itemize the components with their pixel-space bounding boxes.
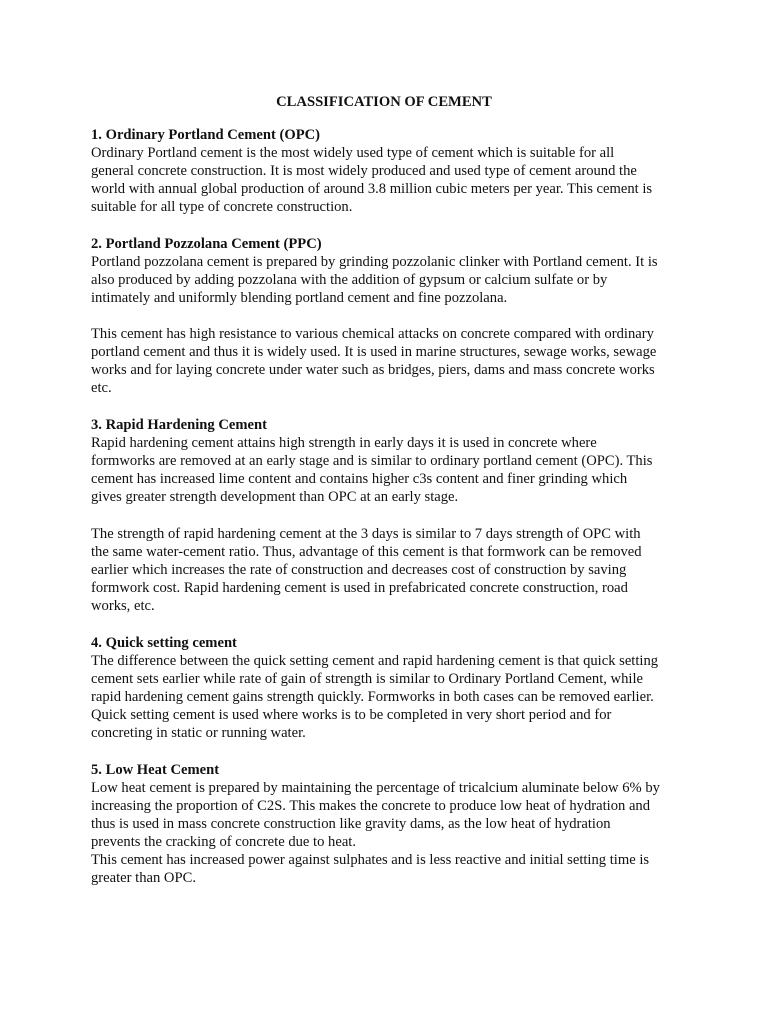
section-1-line: Ordinary Portland cement is the most widely used type of cement which is suitable for all xyxy=(91,145,615,161)
section-2-line: also produced by adding pozzolana with the addition of gypsum or calcium sulfate or by xyxy=(91,272,608,288)
section-3-line: cement has increased lime content and contains higher c3s content and finer grinding which xyxy=(91,471,628,487)
document-title: CLASSIFICATION OF CEMENT xyxy=(276,94,492,110)
section-3-line: formworks are removed at an early stage and is similar to ordinary portland cement (OPC). This xyxy=(91,453,653,469)
section-3-line: works, etc. xyxy=(91,598,155,614)
section-1-line: world with annual global production of around 3.8 million cubic meters per year. This cement is xyxy=(91,181,653,197)
section-3-line: gives greater strength development than OPC at an early stage. xyxy=(91,489,459,505)
section-5-line: Low heat cement is prepared by maintaining the percentage of tricalcium aluminate below 6% by xyxy=(91,780,660,796)
section-5-line: thus is used in mass concrete construction like gravity dams, as the low heat of hydration xyxy=(91,816,611,832)
section-3-line: the same water-cement ratio. Thus, advantage of this cement is that formwork can be removed xyxy=(91,544,642,560)
section-2-line: Portland pozzolana cement is prepared by grinding pozzolanic clinker with Portland cement. It is xyxy=(91,254,658,270)
section-2-line: intimately and uniformly blending portland cement and fine pozzolana. xyxy=(91,290,508,306)
section-2-line: etc. xyxy=(91,380,112,396)
section-5-line: prevents the cracking of concrete due to heat. xyxy=(91,834,356,850)
section-4-line: rapid hardening cement gains strength quickly. Formworks in both cases can be removed earlier. xyxy=(91,689,654,705)
section-1-heading: 1. Ordinary Portland Cement (OPC) xyxy=(91,127,321,143)
section-3-line: The strength of rapid hardening cement at the 3 days is similar to 7 days strength of OPC with xyxy=(91,526,641,542)
section-4-line: concreting in static or running water. xyxy=(91,725,306,741)
section-4-line: The difference between the quick setting cement and rapid hardening cement is that quick setting xyxy=(91,653,659,669)
section-5-heading: 5. Low Heat Cement xyxy=(91,762,220,778)
section-2-line: This cement has high resistance to various chemical attacks on concrete compared with ordinary xyxy=(91,326,654,342)
section-4-line: Quick setting cement is used where works is to be completed in very short period and for xyxy=(91,707,612,723)
section-2-line: works and for laying concrete under water such as bridges, piers, dams and mass concrete works xyxy=(91,362,655,378)
section-5-line: greater than OPC. xyxy=(91,870,196,886)
section-1-line: suitable for all type of concrete construction. xyxy=(91,199,353,215)
section-3-line: earlier which increases the rate of construction and decreases cost of construction by saving xyxy=(91,562,627,578)
section-2-line: portland cement and thus it is widely used. It is used in marine structures, sewage works, sewage xyxy=(91,344,657,360)
section-3-heading: 3. Rapid Hardening Cement xyxy=(91,417,267,433)
section-4-heading: 4. Quick setting cement xyxy=(91,635,237,651)
section-3-line: formwork cost. Rapid hardening cement is used in prefabricated concrete construction, road xyxy=(91,580,628,596)
section-5-line: This cement has increased power against sulphates and is less reactive and initial setting time is xyxy=(91,852,650,868)
section-4-line: cement sets earlier while rate of gain of strength is similar to Ordinary Portland Cement, while xyxy=(91,671,643,687)
section-1-line: general concrete construction. It is most widely produced and used type of cement around the xyxy=(91,163,637,179)
section-3-line: Rapid hardening cement attains high strength in early days it is used in concrete where xyxy=(91,435,597,451)
section-5-line: increasing the proportion of C2S. This makes the concrete to produce low heat of hydration and xyxy=(91,798,651,814)
section-2-heading: 2. Portland Pozzolana Cement (PPC) xyxy=(91,236,322,252)
